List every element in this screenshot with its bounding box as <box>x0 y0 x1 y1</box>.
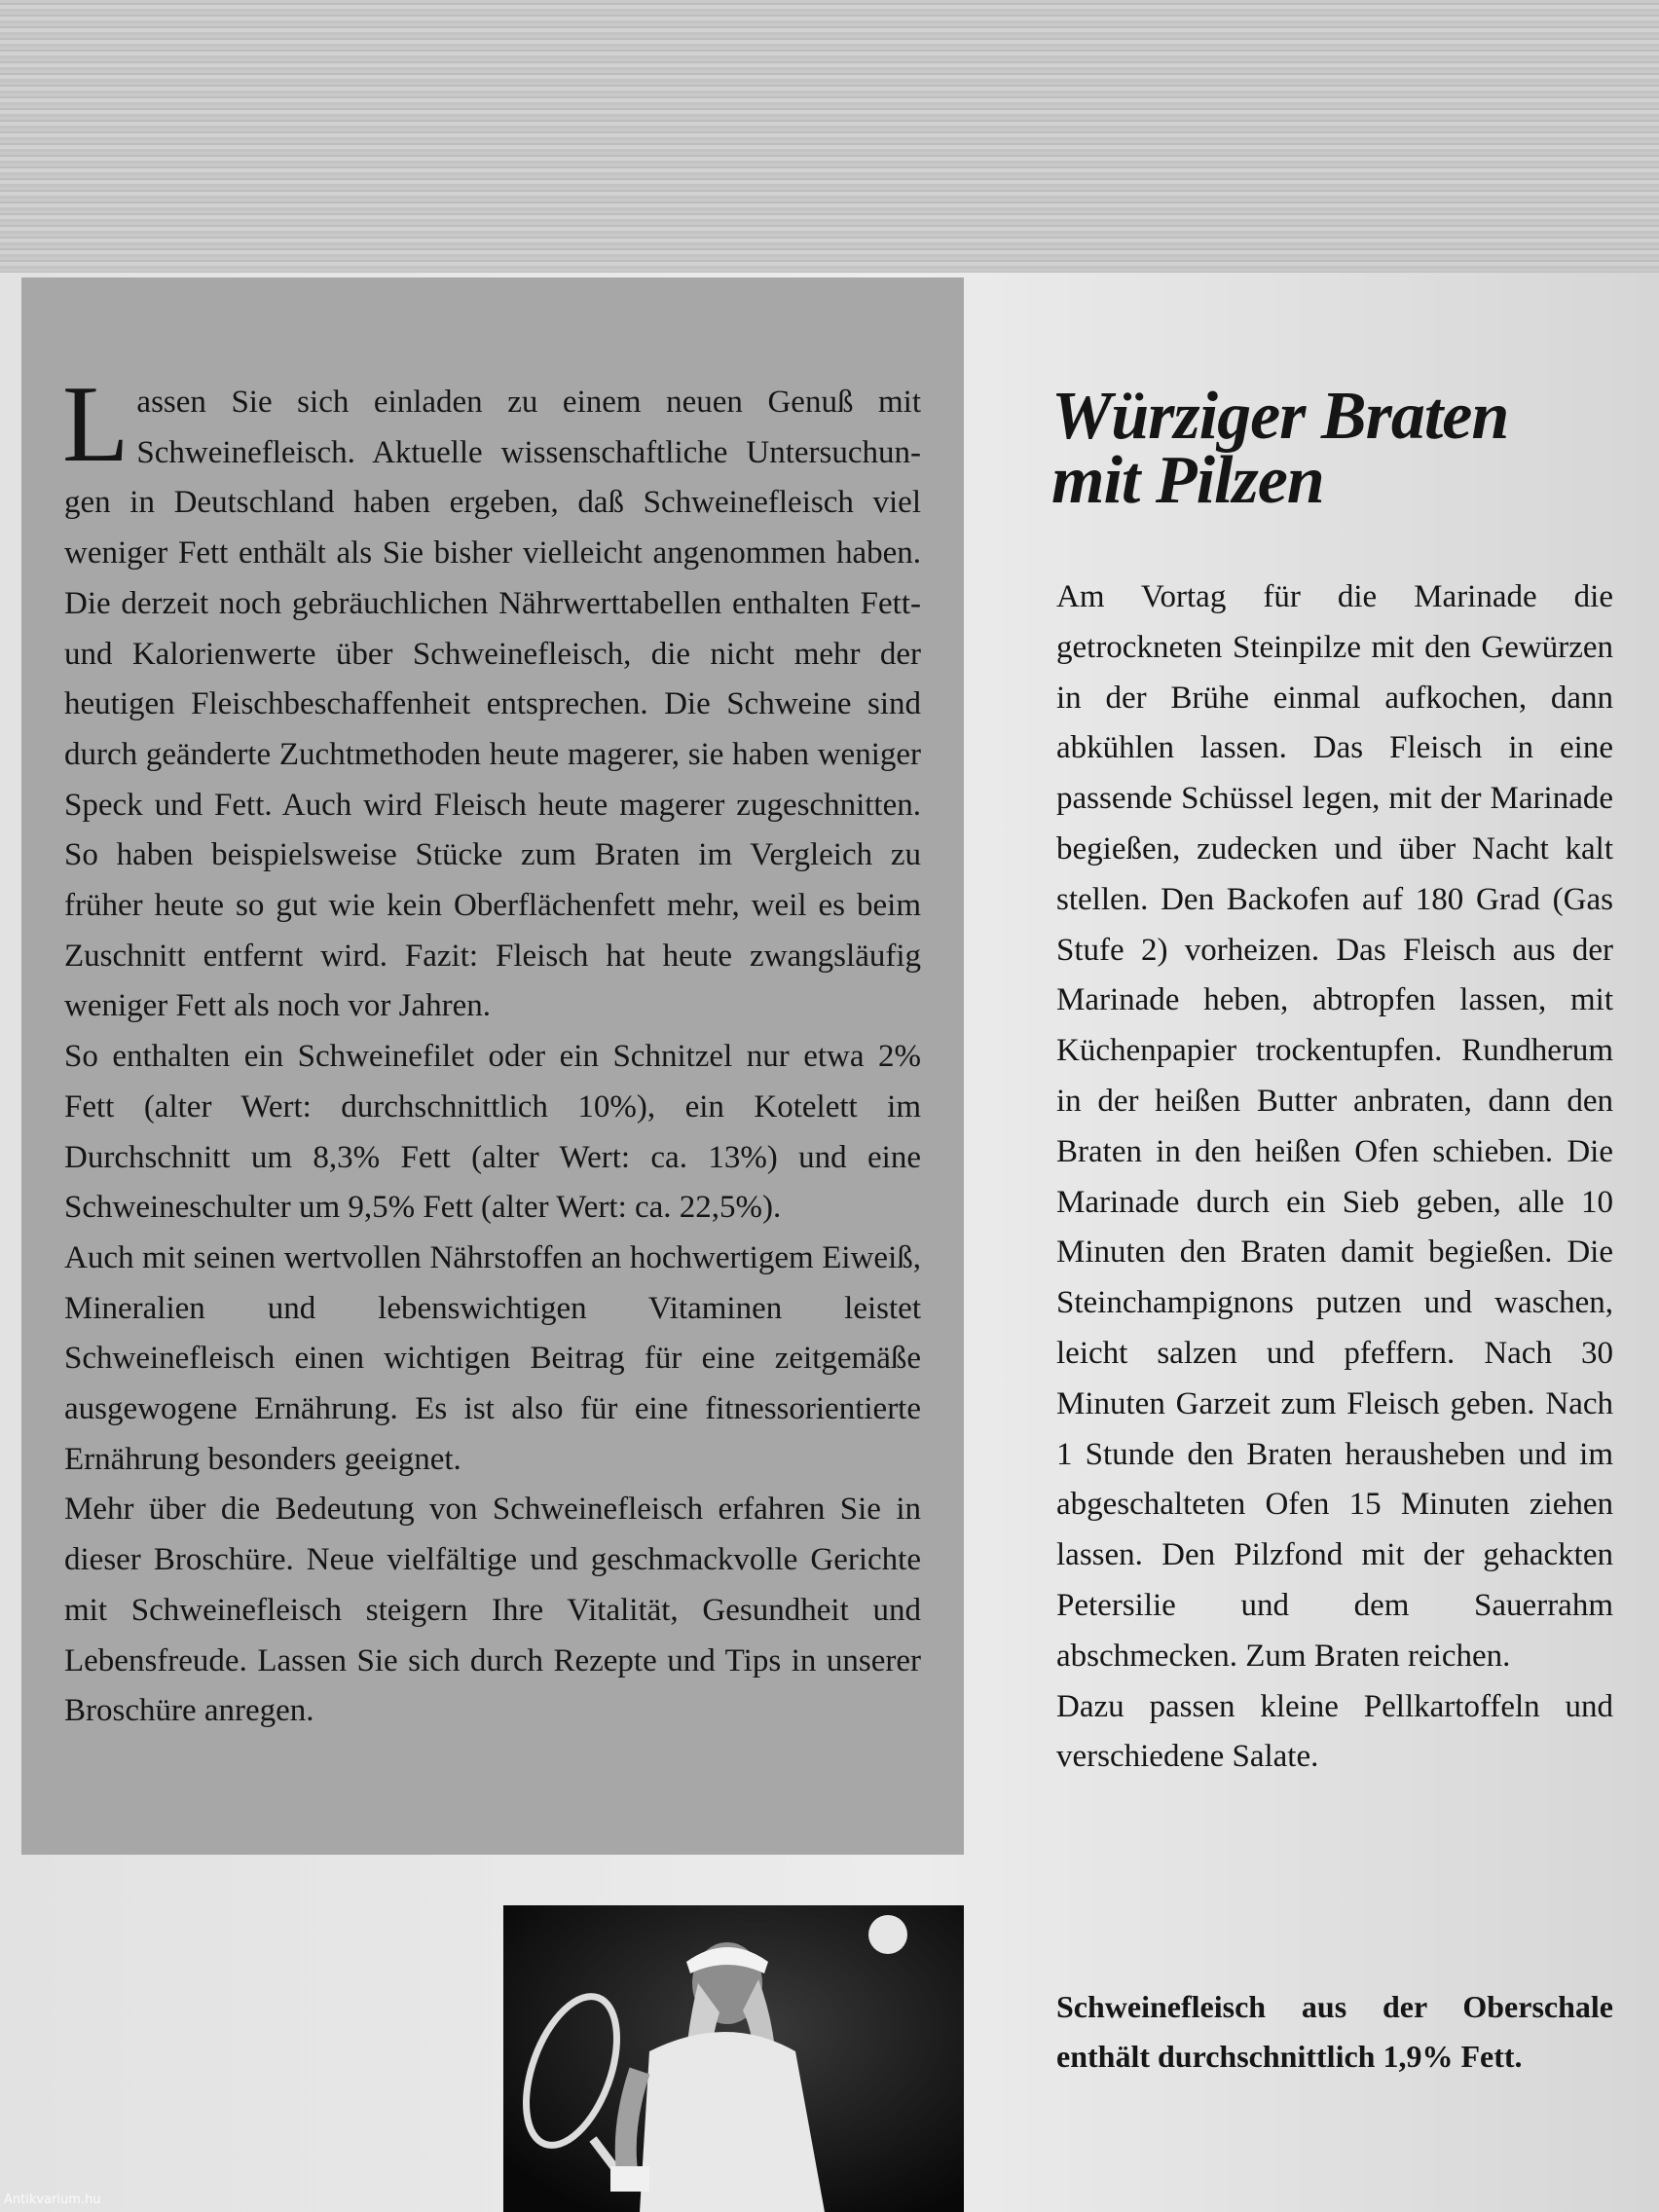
recipe-title-line-1: Würziger Braten <box>1051 379 1509 454</box>
intro-text <box>62 364 921 1737</box>
intro-paragraph-3: Auch mit seinen wertvollen Nährstoffen an hochwertigem Eiweiß, Mineralien und lebenswichtigen Vitaminen leistet Schweinefleisch einen wichtigen Beitrag für eine zeitgemäße ausgewogene Ernährung. Es ist also für eine fitnessorientierte Ernährung besonders geeignet. <box>64 1239 921 1477</box>
tennis-ball-icon <box>868 1915 907 1954</box>
tennis-player-photo <box>503 1905 964 2212</box>
intro-paragraph-1-text: assen Sie sich einladen zu einem neuen Genuß mit Schweinefleisch. Aktuelle wissenschaftliche Untersuchungen in Deutschland haben ergeben, daß Schweinefleisch viel weniger Fett enthält als Sie bisher vielleicht angenommen haben. Die derzeit noch gebräuchlichen Nährwerttabellen enthalten Fett- und Kalorienwerte über Schweinefleisch, die nicht mehr der heutigen Fleischbeschaffenheit entsprechen. Die Schweine sind durch geänderte Zuchtmethoden heute magerer, sie haben weniger Speck und Fett. Auch wird Fleisch heute magerer zugeschnitten. So haben beispielsweise Stücke zum Braten im Vergleich zu früher heute so gut wie kein Oberflächenfett mehr, weil es beim Zuschnitt entfernt wird. Fazit: Fleisch hat heute zwangsläufig weniger Fett als noch vor Jahren. <box>64 385 921 1024</box>
drop-cap: L <box>62 364 129 485</box>
recipe-title <box>1051 379 1597 518</box>
watermark: Antikvarium.hu <box>4 2193 101 2207</box>
intro-paragraph-4: Mehr über die Bedeutung von Schweinefleisch erfahren Sie in dieser Broschüre. Neue vielfältige und geschmackvolle Gerichte mit Schweinefleisch steigern Ihre Vitalität, Gesundheit und Lebensfreude. Lassen Sie sich durch Rezepte und Tips in unserer Broschüre anregen. <box>64 1492 921 1729</box>
intro-paragraph-1 <box>62 364 921 1032</box>
recipe-instructions <box>1056 572 1613 1783</box>
tennis-player-illustration <box>503 1905 964 2212</box>
recipe-serving-tip: Dazu passen kleine Pellkartoffeln und verschiedene Salate. <box>1056 1688 1613 1775</box>
recipe-title-line-2: mit Pilzen <box>1051 443 1324 518</box>
wood-background <box>0 0 1659 282</box>
intro-paragraph-2: So enthalten ein Schweinefilet oder ein Schnitzel nur etwa 2% Fett (alter Wert: durchschnittlich 10%), ein Kotelett im Durchschnitt um 8,3% Fett (alter Wert: ca. 13%) und eine Schweineschulter um 9,5% Fett (alter Wert: ca. 22,5%). <box>64 1039 921 1226</box>
recipe-steps: Am Vortag für die Marinade die getrockneten Steinpilze mit den Gewürzen in der Brühe einmal aufkochen, dann abkühlen lassen. Das Fleisch in eine passende Schüssel legen, mit der Marinade begießen, zudecken und über Nacht kalt stellen. Den Backofen auf 180 Grad (Gas Stufe 2) vorheizen. Das Fleisch aus der Marinade heben, abtropfen lassen, mit Küchenpapier trockentupfen. Rundherum in der heißen Butter anbraten, dann den Braten in den heißen Ofen schieben. Die Marinade durch ein Sieb geben, alle 10 Minuten den Braten damit begießen. Die Steinchampignons putzen und waschen, leicht salzen und pfeffern. Nach 30 Minuten Garzeit zum Fleisch geben. Nach 1 Stunde den Braten herausheben und im abgeschalteten Ofen 15 Minuten ziehen lassen. Den Pilzfond mit der gehackten Petersilie und dem Sauerrahm abschmecken. Zum Braten reichen. <box>1056 579 1613 1674</box>
fat-content-note: Schweinefleisch aus der Oberschale enthält durchschnittlich 1,9% Fett. <box>1056 1989 1613 2074</box>
